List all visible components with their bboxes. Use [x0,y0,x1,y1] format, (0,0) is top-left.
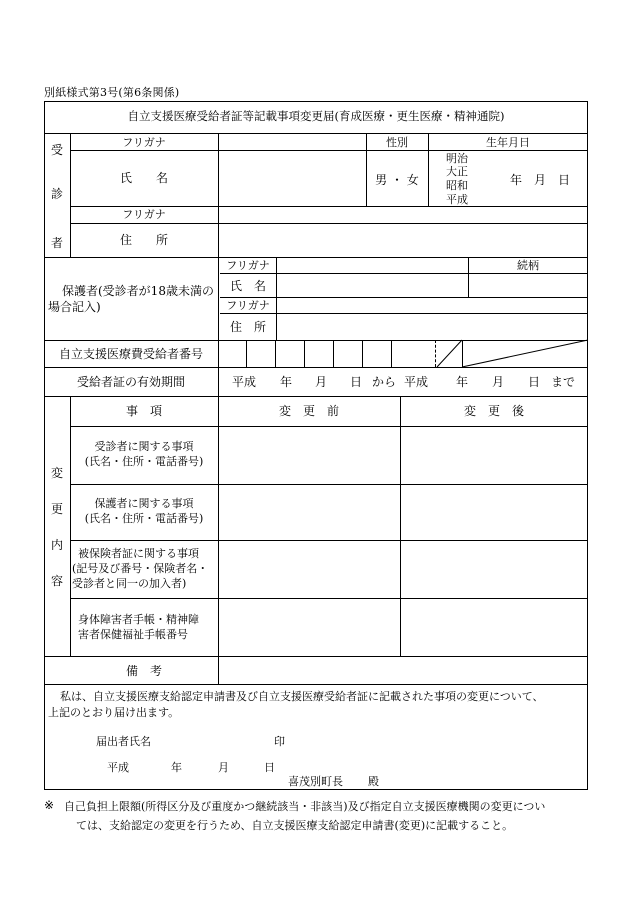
recipient-number-label: 自立支援医療費受給者番号 [58,347,203,361]
change-item-sublabel: (記号及び番号・保険者名・ [72,562,209,575]
column-item-header: 事 項 [125,404,162,418]
note-mark: ※ [44,798,55,812]
note-line-2: ては、支給認定の変更を行うため、自立支援医療支給認定申請書(変更)に記載すること。 [76,819,514,832]
form-number-label: 別紙様式第3号(第6条関係) [44,86,180,99]
gender-options: 男 ・ 女 [375,173,419,187]
change-item-label: 保護者に関する事項 [94,497,194,510]
declaration-month: 月 [218,761,229,774]
change-item-sublabel: 受診者と同一の加入者) [72,577,187,590]
validity-era-from: 平成 [232,375,257,389]
changes-section-char: 内 [50,538,63,552]
change-item-sublabel: (氏名・住所・電話番号) [84,455,204,468]
column-before-header: 変 更 前 [278,404,339,418]
validity-kara: から [372,375,397,389]
gender-header: 性別 [386,136,408,149]
guardian-label: 保護者(受診者が18歳未満の場合記入) [48,284,214,315]
guardian-name-label: 氏 名 [229,279,266,293]
changes-section-char: 容 [50,574,63,588]
patient-address-label: 住 所 [119,233,168,247]
validity-month-to: 月 [492,375,505,389]
validity-day-from: 日 [350,375,363,389]
era-option: 大正 [446,165,468,178]
change-item-label: 身体障害者手帳・精神障 [78,613,199,626]
patient-name-label: 氏 名 [119,171,168,185]
changes-section-char: 変 [50,466,63,480]
submitter-name-label: 届出者氏名 [96,735,151,748]
patient-section-char: 者 [50,236,63,250]
addressee: 喜茂別町長 [288,775,343,788]
validity-day-to: 日 [528,375,541,389]
patient-address-furigana-label: フリガナ [122,208,166,221]
declaration-era: 平成 [107,761,129,774]
change-item-sublabel: (氏名・住所・電話番号) [84,512,204,525]
relation-header: 続柄 [517,259,539,272]
declaration-day: 日 [264,761,275,774]
validity-made: まで [551,375,576,389]
declaration-text-1: 私は、自立支援医療支給認定申請書及び自立支援医療受給者証に記載された事項の変更について、 [60,690,544,703]
guardian-address-label: 住 所 [229,320,266,334]
birthdate-header: 生年月日 [486,136,530,149]
column-after-header: 変 更 後 [463,404,524,418]
era-option: 昭和 [446,179,468,192]
seal-mark: 印 [274,735,285,748]
form-title: 自立支援医療受給者証等記載事項変更届(育成医療・更生医療・精神通院) [127,109,505,123]
patient-section-char: 診 [50,187,63,201]
validity-era-to: 平成 [404,375,429,389]
declaration-year: 年 [171,761,182,774]
guardian-furigana-label: フリガナ [226,259,270,272]
change-item-label: 被保険者証に関する事項 [78,547,199,560]
validity-label: 受給者証の有効期間 [76,375,185,389]
validity-year-to: 年 [456,375,469,389]
addressee-honorific: 殿 [368,775,379,788]
birthdate-units: 年 月 日 [510,173,571,187]
note-line-1: 自己負担上限額(所得区分及び重度かつ継続該当・非該当)及び指定自立支援医療機関の変更につい [64,800,546,813]
validity-year-from: 年 [280,375,293,389]
era-option: 平成 [446,193,468,206]
declaration-text-2: 上記のとおり届け出ます。 [48,706,180,719]
patient-furigana-label: フリガナ [122,136,166,149]
change-item-sublabel: 害者保健福祉手帳番号 [78,628,188,641]
era-option: 明治 [446,152,468,165]
changes-section-char: 更 [50,502,63,516]
patient-section-char: 受 [50,143,63,157]
remarks-label: 備 考 [125,664,162,678]
validity-month-from: 月 [315,375,328,389]
guardian-address-furigana-label: フリガナ [226,299,270,312]
change-item-label: 受診者に関する事項 [94,440,194,453]
